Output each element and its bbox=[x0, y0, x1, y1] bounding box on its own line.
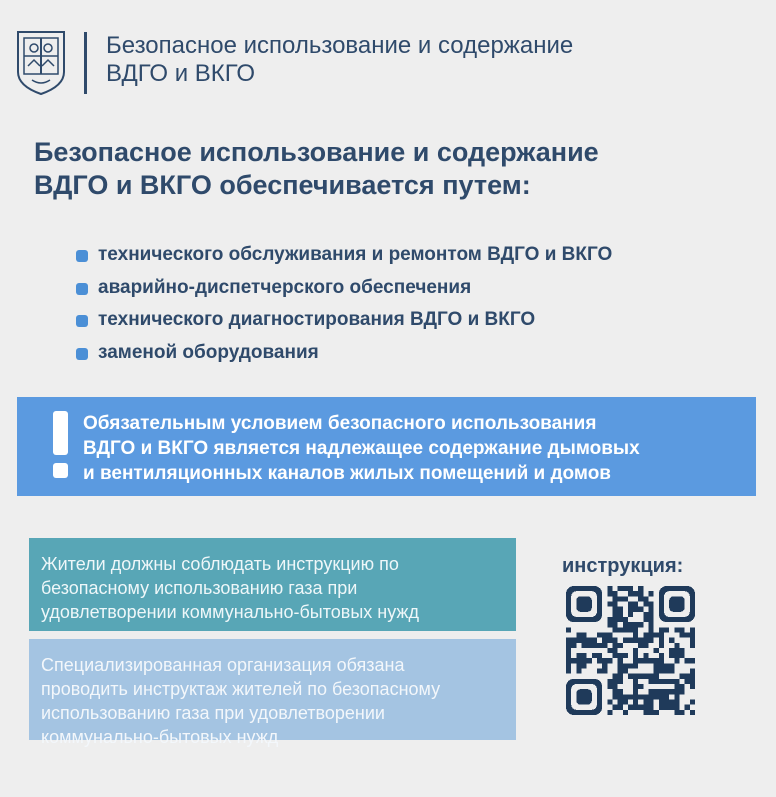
notice-line: и вентиляционных каналов жилых помещений и домов bbox=[83, 463, 611, 484]
bullet-icon bbox=[76, 283, 88, 295]
notice-text bbox=[83, 411, 743, 486]
bullet-icon bbox=[76, 315, 88, 327]
info-line: коммунально-бытовых нужд bbox=[41, 727, 279, 747]
header-divider bbox=[84, 32, 87, 94]
info-line: Специализированная организация обязана bbox=[41, 655, 405, 675]
exclamation-icon bbox=[51, 411, 71, 481]
page-title bbox=[34, 136, 754, 202]
qr-code-icon[interactable] bbox=[566, 586, 695, 715]
info-line: Жители должны соблюдать инструкцию по bbox=[41, 554, 399, 574]
info-line: проводить инструктаж жителей по безопасному bbox=[41, 679, 441, 699]
notice-line: ВДГО и ВКГО является надлежащее содержание дымовых bbox=[83, 438, 640, 459]
qr-label: инструкция: bbox=[562, 555, 684, 577]
info-box-residents bbox=[29, 538, 516, 631]
info-line: удовлетворении коммунально-бытовых нужд bbox=[41, 602, 419, 622]
bullet-list bbox=[76, 240, 756, 370]
header-title-line: Безопасное использование и содержание bbox=[106, 32, 574, 59]
list-item bbox=[76, 273, 756, 306]
page-title-line: Безопасное использование и содержание bbox=[34, 137, 599, 167]
list-item bbox=[76, 338, 756, 371]
list-item-label: аварийно-диспетчерского обеспечения bbox=[98, 276, 472, 298]
notice-banner bbox=[17, 397, 756, 496]
list-item bbox=[76, 305, 756, 338]
bullet-icon bbox=[76, 250, 88, 262]
notice-line: Обязательным условием безопасного использования bbox=[83, 413, 597, 434]
header-title-line: ВДГО и ВКГО bbox=[106, 60, 256, 87]
coat-of-arms-icon bbox=[14, 28, 68, 96]
info-line: безопасному использованию газа при bbox=[41, 578, 358, 598]
header-title bbox=[106, 32, 746, 88]
page-title-line: ВДГО и ВКГО обеспечивается путем: bbox=[34, 170, 531, 200]
bullet-icon bbox=[76, 348, 88, 360]
list-item-label: технического диагностирования ВДГО и ВКГО bbox=[98, 309, 536, 330]
list-item bbox=[76, 240, 756, 273]
info-box-organization bbox=[29, 639, 516, 747]
list-item-label: заменой оборудования bbox=[98, 341, 319, 363]
list-item-label: технического обслуживания и ремонтом ВДГО и ВКГО bbox=[98, 244, 613, 265]
info-line: использованию газа при удовлетворении bbox=[41, 703, 385, 723]
header bbox=[0, 0, 776, 120]
